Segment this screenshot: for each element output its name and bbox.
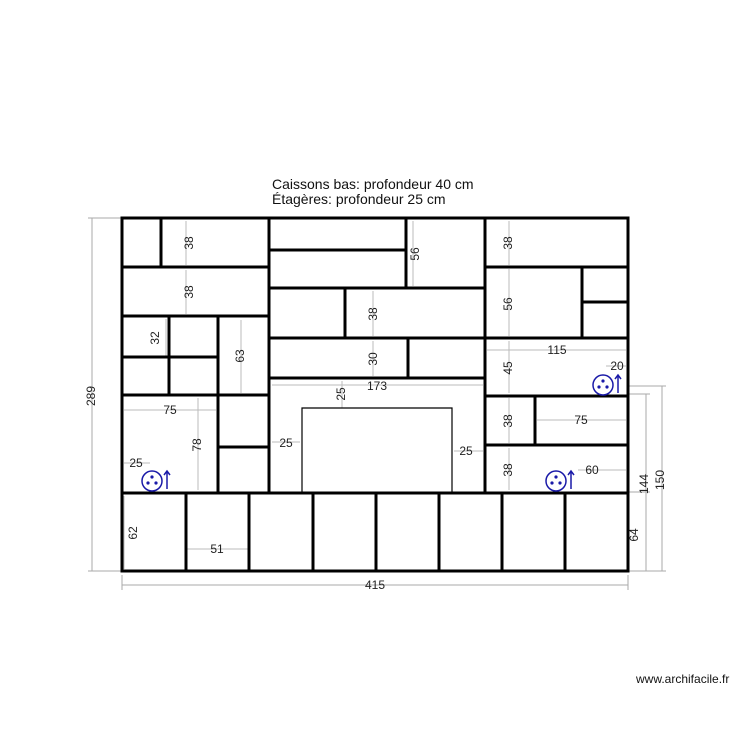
dim-right-64: 64 bbox=[627, 528, 641, 542]
dim-right-144: 144 bbox=[637, 473, 651, 495]
electrical-outlet-icon bbox=[546, 471, 574, 491]
dim-right-20: 20 bbox=[610, 359, 624, 373]
dim-right-45: 45 bbox=[501, 361, 515, 375]
dim-right-115: 115 bbox=[547, 343, 567, 357]
dim-right-75: 75 bbox=[574, 413, 588, 427]
dim-base-62: 62 bbox=[126, 526, 140, 540]
dim-top-left-38: 38 bbox=[182, 236, 196, 250]
dim-center-25: 25 bbox=[334, 387, 348, 401]
dim-center-56: 56 bbox=[408, 247, 422, 261]
dim-right-top-38: 38 bbox=[501, 236, 515, 250]
dim-small-32: 32 bbox=[148, 331, 162, 345]
electrical-outlet-icon bbox=[142, 471, 170, 491]
electrical-outlet-icon bbox=[593, 375, 621, 395]
dim-right-38a: 38 bbox=[501, 414, 515, 428]
dim-right-56: 56 bbox=[501, 297, 515, 311]
furniture-compartments bbox=[122, 218, 628, 571]
dim-center-173: 173 bbox=[366, 379, 388, 393]
dim-left-78: 78 bbox=[190, 438, 204, 452]
dim-center-30: 30 bbox=[366, 352, 380, 366]
dim-base-51: 51 bbox=[210, 542, 224, 556]
dim-right-38b: 38 bbox=[501, 463, 515, 477]
dim-center-38: 38 bbox=[366, 307, 380, 321]
dim-left-38: 38 bbox=[182, 285, 196, 299]
watermark-text: www.archifacile.fr bbox=[636, 672, 730, 686]
dim-left-25: 25 bbox=[129, 456, 143, 470]
note-etageres: Étagères: profondeur 25 cm bbox=[272, 191, 446, 207]
dim-fire-right-25: 25 bbox=[459, 444, 473, 458]
dim-right-150: 150 bbox=[653, 469, 667, 491]
dim-left-75: 75 bbox=[163, 403, 177, 417]
dim-fire-left-25: 25 bbox=[279, 436, 293, 450]
dim-right-60: 60 bbox=[585, 463, 599, 477]
dim-total-height: 289 bbox=[84, 385, 98, 407]
dim-total-width: 415 bbox=[364, 578, 386, 592]
dim-col-63: 63 bbox=[233, 349, 247, 363]
note-caissons-bas: Caissons bas: profondeur 40 cm bbox=[272, 176, 474, 192]
